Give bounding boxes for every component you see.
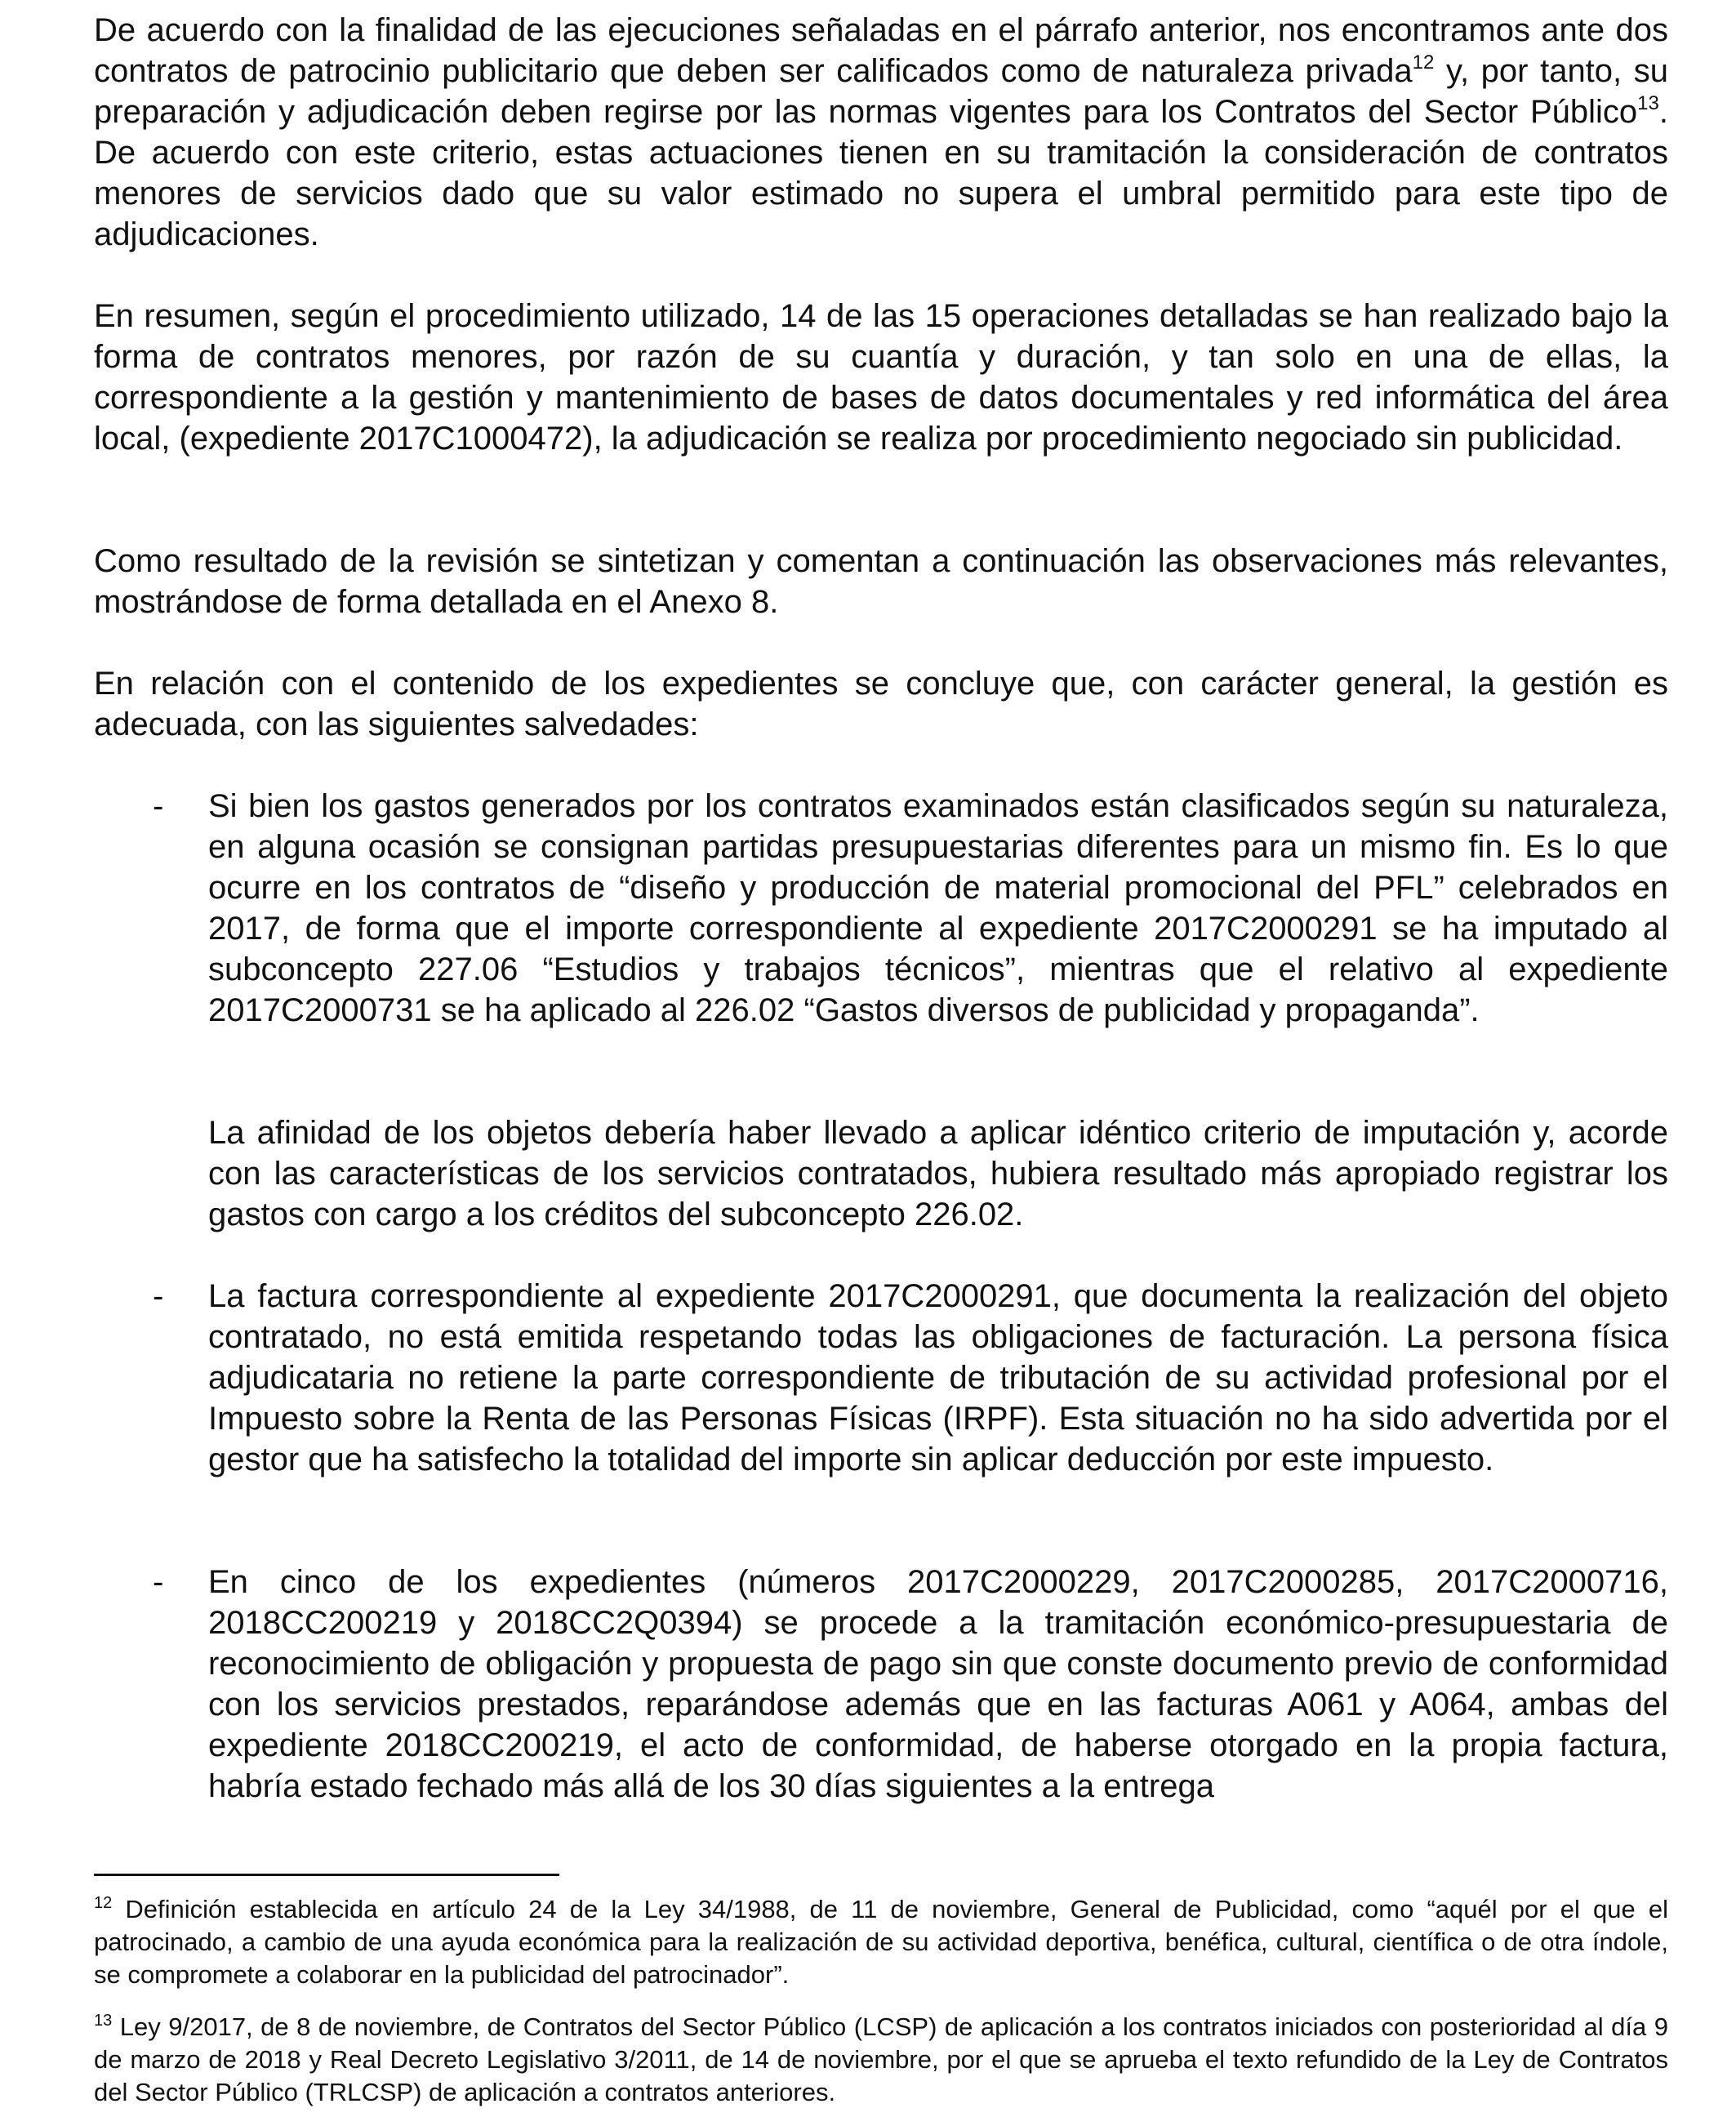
footnote-ref-12[interactable]: 12 xyxy=(1412,51,1435,74)
footnote-number: 12 xyxy=(94,1894,113,1912)
paragraph-contenido-expedientes: En relación con el contenido de los expedientes se concluye que, con carácter general, la gestión es adecuada, con las siguientes salvedades: xyxy=(94,666,1668,742)
list-marker: - xyxy=(153,1564,164,1600)
footnote-13 xyxy=(94,2011,1668,2109)
footnote-text: Definición establecida en artículo 24 de la Ley 34/1988, de 11 de noviembre, General de Publicidad, como “aquél por el que el patrocinado, a cambio de una ayuda económica para la realización de su actividad deportiva, benéfica, cultural, científica o de otra índole, se compromete a colaborar en la publicidad del patrocinador”. xyxy=(94,1895,1668,1989)
footnote-12 xyxy=(94,1893,1668,1991)
list-item-continuation: La afinidad de los objetos debería haber llevado a aplicar idéntico criterio de imputación y, acorde con las características de los servicios contratados, hubiera resultado más apropiado registrar los gastos con cargo a los créditos del subconcepto 226.02. xyxy=(208,1115,1668,1232)
paragraph-text: . De acuerdo con este criterio, estas actuaciones tienen en su tramitación la consideración de contratos menores de servicios dado que su valor estimado no supera el umbral permitido para este tipo de adjudicaciones. xyxy=(94,94,1668,252)
footnote-separator xyxy=(94,1874,559,1876)
list-item-text: La factura correspondiente al expediente 2017C2000291, que documenta la realización del objeto contratado, no está emitida respetando todas las obligaciones de facturación. La persona física adjudicataria no retiene la parte correspondiente de tributación de su actividad profesional por el Impuesto sobre la Renta de las Personas Físicas (IRPF). Esta situación no ha sido advertida por el gestor que ha satisfecho la totalidad del importe sin aplicar deducción por este impuesto. xyxy=(208,1278,1668,1477)
list-marker: - xyxy=(153,788,164,824)
paragraph-contratos-patrocinio xyxy=(94,10,1668,255)
paragraph-resumen-procedimiento: En resumen, según el procedimiento utilizado, 14 de las 15 operaciones detalladas se han realizado bajo la forma de contratos menores, por razón de su cuantía y duración, y tan solo en una de ellas, la correspondiente a la gestión y mantenimiento de bases de datos documentales y red informática del área local, (expediente 2017C1000472), la adjudicación se realiza por procedimiento negociado sin publicidad. xyxy=(94,298,1668,457)
paragraph-resultado-revision: Como resultado de la revisión se sintetizan y comentan a continuación las observaciones más relevantes, mostrándose de forma detallada en el Anexo 8. xyxy=(94,543,1668,620)
list-marker: - xyxy=(153,1278,164,1314)
footnote-number: 13 xyxy=(94,2012,113,2030)
list-item-text: En cinco de los expedientes (números 2017C2000229, 2017C2000285, 2017C2000716, 2018CC200219 y 2018CC2Q0394) se procede a la tramitación económico-presupuestaria de reconocimiento de obligación y propuesta de pago sin que conste documento previo de conformidad con los servicios prestados, reparándose además que en las facturas A061 y A064, ambas del expediente 2018CC200219, el acto de conformidad, de haberse otorgado en la propia factura, habría estado fechado más allá de los 30 días siguientes a la entrega xyxy=(208,1564,1668,1804)
paragraph-text: De acuerdo con la finalidad de las ejecuciones señaladas en el párrafo anterior, nos encontramos ante dos contratos de patrocinio publicitario que deben ser calificados como de naturaleza privada xyxy=(94,12,1668,89)
list-item-text: Si bien los gastos generados por los contratos examinados están clasificados según su naturaleza, en alguna ocasión se consignan partidas presupuestarias diferentes para un mismo fin. Es lo que ocurre en los contratos de “diseño y producción de material promocional del PFL” celebrados en 2017, de forma que el importe correspondiente al expediente 2017C2000291 se ha imputado al subconcepto 227.06 “Estudios y trabajos técnicos”, mientras que el relativo al expediente 2017C2000731 se ha aplicado al 226.02 “Gastos diversos de publicidad y propaganda”. xyxy=(208,788,1668,1028)
paragraph-text: y, por tanto, su preparación y adjudicación deben regirse por las normas vigentes para los Contratos del Sector Público xyxy=(94,53,1668,130)
footnote-text: Ley 9/2017, de 8 de noviembre, de Contratos del Sector Público (LCSP) de aplicación a los contratos iniciados con posterioridad al día 9 de marzo de 2018 y Real Decreto Legislativo 3/2011, de 14 de noviembre, por el que se aprueba el texto refundido de la Ley de Contratos del Sector Público (TRLCSP) de aplicación a contratos anteriores. xyxy=(94,2012,1668,2106)
footnote-ref-13[interactable]: 13 xyxy=(1637,92,1659,114)
